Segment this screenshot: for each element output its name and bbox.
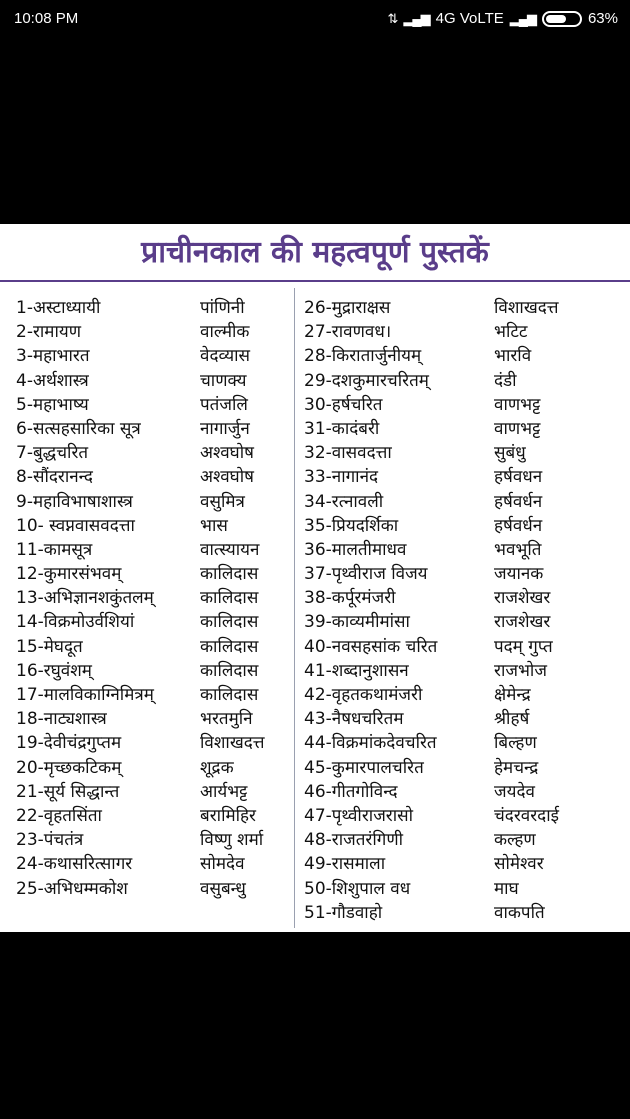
book-author: विष्णु शर्मा <box>200 830 264 851</box>
book-author: शूद्रक <box>200 757 234 778</box>
book-title: 5-महाभाष्य <box>16 394 89 415</box>
battery-icon <box>542 11 582 27</box>
book-title: 9-महाविभाषाशास्त्र <box>16 491 133 512</box>
book-author: अश्वघोष <box>200 443 254 464</box>
book-author: हर्षवर्धन <box>494 515 543 536</box>
book-title: 19-देवीचंद्रगुप्तम <box>16 733 122 754</box>
network-type: 4G VoLTE <box>435 10 504 27</box>
book-title: 1-अस्टाध्यायी <box>16 298 101 318</box>
title-divider <box>0 280 630 282</box>
list-item <box>304 877 620 901</box>
book-title: 45-कुमारपालचरित <box>304 757 424 778</box>
book-title: 30-हर्षचरित <box>304 394 383 415</box>
list-item <box>16 369 290 393</box>
book-title: 48-राजतरंगिणी <box>304 830 404 851</box>
book-author: जयानक <box>494 564 544 585</box>
book-title: 4-अर्थशास्त्र <box>16 370 89 391</box>
book-title: 32-वासवदत्ता <box>304 443 392 464</box>
list-item <box>16 344 290 368</box>
book-author: कल्हण <box>494 830 536 851</box>
book-author: वाणभट्ट <box>494 418 541 439</box>
list-item <box>16 417 290 441</box>
book-author: राजशेखर <box>494 588 551 609</box>
book-author: विशाखदत्त <box>200 733 265 754</box>
book-title: 44-विक्रमांकदेवचरित <box>304 733 437 754</box>
list-item <box>16 804 290 828</box>
list-item <box>16 659 290 683</box>
book-title: 37-पृथ्वीराज विजय <box>304 564 428 585</box>
book-author: हर्षवधन <box>494 467 543 488</box>
right-book-column <box>304 296 620 925</box>
book-author: कालिदास <box>200 660 259 681</box>
book-title: 51-गौडवाहो <box>304 902 383 923</box>
list-item <box>16 320 290 344</box>
signal-strength-icon-2: ▂▄▆ <box>509 10 536 26</box>
list-item <box>304 852 620 876</box>
list-item <box>304 320 620 344</box>
book-title: 34-रत्नावली <box>304 491 384 512</box>
list-item <box>16 562 290 586</box>
book-title: 2-रामायण <box>16 322 82 343</box>
list-item <box>16 635 290 659</box>
book-title: 27-रावणवध। <box>304 322 392 343</box>
book-author: बरामिहिर <box>200 805 257 826</box>
list-item <box>304 610 620 634</box>
list-item <box>304 659 620 683</box>
book-title: 7-बुद्धचरित <box>16 443 89 464</box>
list-item <box>304 369 620 393</box>
book-title: 47-पृथ्वीराजरासो <box>304 805 414 826</box>
status-time: 10:08 PM <box>14 10 79 27</box>
book-author: वाकपति <box>494 902 545 923</box>
book-author: श्रीहर्ष <box>494 709 530 730</box>
list-item <box>304 441 620 465</box>
list-item <box>16 780 290 804</box>
list-item <box>304 417 620 441</box>
signal-strength-icon: ▂▄▆ <box>403 10 430 26</box>
book-title: 12-कुमारसंभवम् <box>16 564 122 585</box>
book-author: वसुमित्र <box>200 491 245 512</box>
book-author: हर्षवर्धन <box>494 491 543 512</box>
list-item <box>16 514 290 538</box>
book-author: चंदरवरदाई <box>494 805 559 826</box>
book-author: आर्यभट्ट <box>200 781 248 802</box>
book-title: 17-मालविकाग्निमित्रम् <box>16 685 154 705</box>
book-title: 49-रासमाला <box>304 854 386 875</box>
book-author: वात्स्यायन <box>200 539 260 560</box>
book-author: पांणिनी <box>200 298 245 318</box>
book-title: 42-वृहतकथामंजरी <box>304 685 423 705</box>
book-author: भरतमुनि <box>200 709 253 730</box>
list-item <box>304 756 620 780</box>
book-author: बिल्हण <box>494 733 537 754</box>
book-title: 40-नवसहसांक चरित <box>304 636 438 657</box>
book-author: भास <box>200 515 228 536</box>
book-title: 36-मालतीमाधव <box>304 539 407 560</box>
list-item <box>304 780 620 804</box>
book-title: 39-काव्यमीमांसा <box>304 612 410 633</box>
list-item <box>16 296 290 320</box>
book-author: राजभोज <box>494 660 547 681</box>
list-item <box>304 538 620 562</box>
book-author: वाल्मीक <box>200 322 250 343</box>
book-author: पतंजलि <box>200 394 248 415</box>
book-author: क्षेमेन्द्र <box>494 685 531 705</box>
column-divider <box>294 288 295 928</box>
list-item <box>16 731 290 755</box>
list-item <box>304 707 620 731</box>
book-title: 33-नागानंद <box>304 467 379 488</box>
book-title: 20-मृच्छकटिकम् <box>16 757 122 778</box>
list-item <box>16 586 290 610</box>
list-item <box>16 393 290 417</box>
list-item <box>304 586 620 610</box>
list-item <box>304 490 620 514</box>
book-title: 15-मेघदूत <box>16 636 83 657</box>
list-item <box>16 877 290 901</box>
book-title: 31-कादंबरी <box>304 418 380 439</box>
list-item <box>304 828 620 852</box>
left-book-column <box>16 296 290 901</box>
book-author: सोमदेव <box>200 854 245 875</box>
status-indicators <box>388 10 618 27</box>
book-title: 29-दशकुमारचरितम् <box>304 370 429 391</box>
book-title: 38-कर्पूरमंजरी <box>304 588 396 609</box>
status-bar <box>0 0 630 38</box>
list-item <box>304 465 620 489</box>
book-author: कालिदास <box>200 612 259 633</box>
book-author: सोमेश्वर <box>494 854 544 875</box>
book-title: 18-नाट्यशास्त्र <box>16 709 107 730</box>
book-title: 25-अभिधम्मकोश <box>16 878 128 899</box>
list-item <box>304 804 620 828</box>
list-item <box>304 683 620 707</box>
book-author: वाणभट्ट <box>494 394 541 415</box>
list-item <box>16 707 290 731</box>
book-title: 26-मुद्राराक्षस <box>304 298 391 318</box>
book-author: कालिदास <box>200 685 259 705</box>
book-author: भारवि <box>494 346 532 367</box>
book-author: हेमचन्द्र <box>494 757 539 778</box>
book-author: पदम् गुप्त <box>494 636 553 657</box>
book-author: जयदेव <box>494 781 535 802</box>
book-author: कालिदास <box>200 564 259 585</box>
list-item <box>304 901 620 925</box>
list-item <box>304 562 620 586</box>
book-title: 11-कामसूत्र <box>16 539 93 560</box>
list-item <box>304 296 620 320</box>
book-author: कालिदास <box>200 588 259 609</box>
book-title: 28-किरातार्जुनीयम् <box>304 346 422 367</box>
book-title: 50-शिशुपाल वध <box>304 878 411 899</box>
book-title: 23-पंचतंत्र <box>16 830 84 851</box>
book-author: राजशेखर <box>494 612 551 633</box>
book-title: 46-गीतगोविन्द <box>304 781 398 802</box>
list-item <box>16 441 290 465</box>
page-title: प्राचीनकाल की महत्वपूर्ण पुस्तकें <box>141 235 489 270</box>
battery-fill <box>546 15 566 23</box>
book-title: 14-विक्रमोउर्वशियां <box>16 612 135 633</box>
list-item <box>16 538 290 562</box>
book-author: अश्वघोष <box>200 467 254 488</box>
book-title: 41-शब्दानुशासन <box>304 660 409 681</box>
book-author: सुबंधु <box>494 443 526 464</box>
book-author: कालिदास <box>200 636 259 657</box>
book-title: 24-कथासरित्सागर <box>16 854 133 875</box>
list-item <box>16 852 290 876</box>
list-item <box>16 756 290 780</box>
list-item <box>304 393 620 417</box>
book-author: दंडी <box>494 370 517 391</box>
list-item <box>304 514 620 538</box>
book-title: 16-रघुवंशम् <box>16 660 92 681</box>
list-item <box>16 465 290 489</box>
book-title: 35-प्रियदर्शिका <box>304 515 399 536</box>
list-item <box>16 490 290 514</box>
data-arrows-icon: ⇅ <box>387 10 398 26</box>
book-author: भटिट <box>494 322 528 343</box>
book-author: चाणक्य <box>200 370 247 391</box>
list-item <box>16 610 290 634</box>
list-item <box>304 635 620 659</box>
book-author: वसुबन्धु <box>200 878 246 899</box>
book-author: माघ <box>494 878 519 899</box>
book-author: वेदव्यास <box>200 346 251 367</box>
book-author: विशाखदत्त <box>494 298 559 318</box>
book-title: 3-महाभारत <box>16 346 90 367</box>
book-author: नागार्जुन <box>200 418 250 439</box>
book-title: 43-नैषधचरितम <box>304 709 404 730</box>
book-author: भवभूति <box>494 539 542 560</box>
list-item <box>304 344 620 368</box>
list-item <box>16 683 290 707</box>
battery-percent: 63% <box>587 10 618 27</box>
book-title: 8-सौंदरानन्द <box>16 467 93 488</box>
book-title: 10- स्वप्नवासवदत्ता <box>16 515 135 536</box>
list-item <box>304 731 620 755</box>
book-list-image <box>0 224 630 932</box>
book-title: 21-सूर्य सिद्धान्त <box>16 781 120 802</box>
book-title: 13-अभिज्ञानशकुंतलम् <box>16 588 154 609</box>
list-item <box>16 828 290 852</box>
book-title: 22-वृहतसिंता <box>16 805 102 826</box>
book-title: 6-सत्सहसारिका सूत्र <box>16 418 141 439</box>
